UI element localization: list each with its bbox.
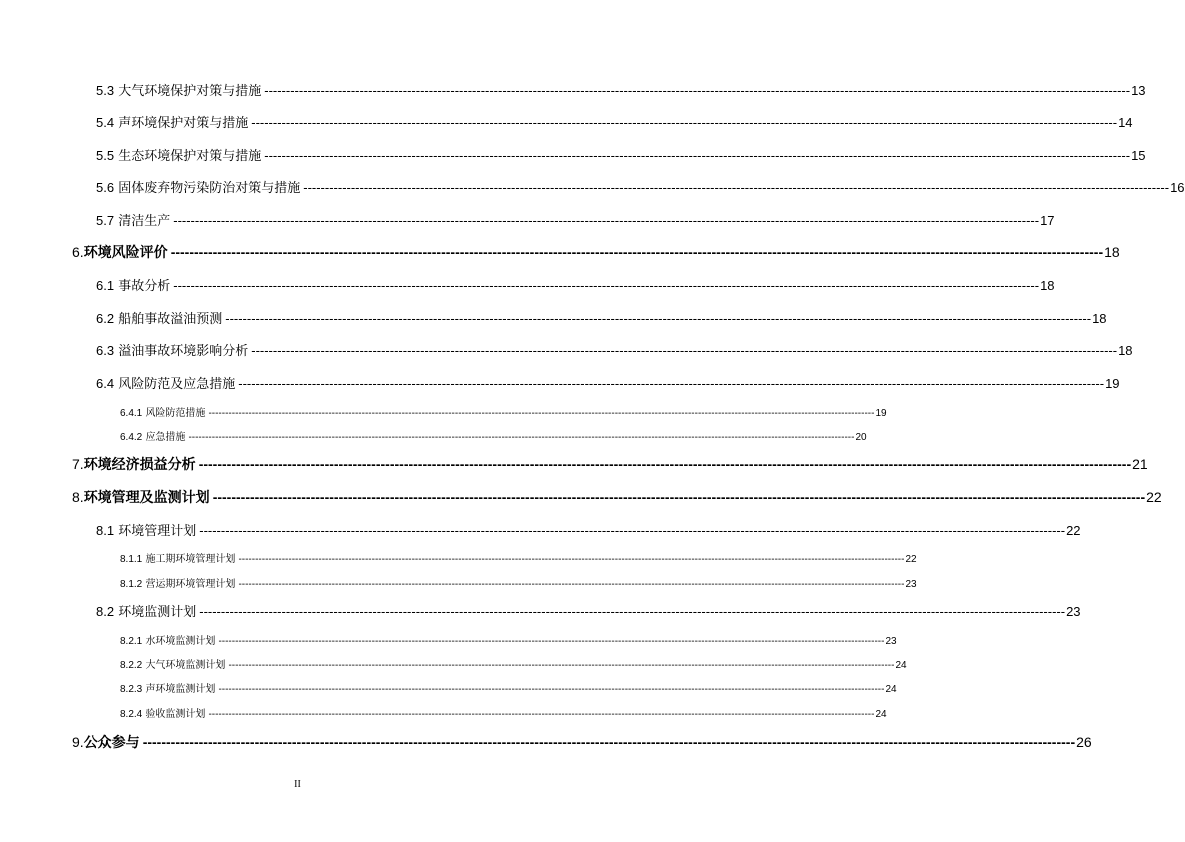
dot-leader: -------------------------------------------------------------------------------------------------------------------------------------------------------------------------------------------------------- — [228, 660, 895, 671]
dot-leader: -------------------------------------------------------------------------------------------------------------------------------------------------------------------------------------------------------- — [251, 343, 1118, 358]
toc-entry-label: 8.1 环境管理计划 — [96, 523, 197, 539]
toc-entry-label: 8.2.3 声环境监测计划 — [120, 684, 216, 695]
dot-leader: -------------------------------------------------------------------------------------------------------------------------------------------------------------------------------------------------------- — [173, 213, 1040, 228]
dot-leader: -------------------------------------------------------------------------------------------------------------------------------------------------------------------------------------------------------- — [264, 148, 1131, 163]
toc-entry-label: 6.1 事故分析 — [96, 278, 171, 294]
toc-page-number: 19 — [1105, 376, 1120, 391]
dot-leader: -------------------------------------------------------------------------------------------------------------------------------------------------------------------------------------------------------- — [212, 489, 1146, 505]
toc-entry[interactable] — [96, 520, 1081, 539]
toc-page-number: 14 — [1118, 115, 1133, 130]
toc-page-number: 18 — [1104, 244, 1120, 260]
toc-page-number: 15 — [1131, 148, 1146, 163]
toc-page-number: 23 — [885, 636, 897, 647]
toc-subentry[interactable] — [120, 404, 887, 419]
toc-entry-label: 5.6 固体废弃物污染防治对策与措施 — [96, 180, 301, 196]
toc-subentry[interactable] — [120, 705, 887, 720]
toc-subentry[interactable] — [120, 680, 897, 695]
dot-leader: -------------------------------------------------------------------------------------------------------------------------------------------------------------------------------------------------------- — [251, 115, 1118, 130]
toc-page-number: 13 — [1131, 83, 1146, 98]
toc-entry-label: 8.2.1 水环境监测计划 — [120, 636, 216, 647]
toc-page-number: 19 — [875, 408, 887, 419]
toc-entry[interactable] — [96, 275, 1055, 294]
dot-leader: -------------------------------------------------------------------------------------------------------------------------------------------------------------------------------------------------------- — [218, 636, 885, 647]
toc-page-number: 22 — [1066, 523, 1081, 538]
toc-entry-label: 6.3 溢油事故环境影响分析 — [96, 343, 249, 359]
dot-leader: -------------------------------------------------------------------------------------------------------------------------------------------------------------------------------------------------------- — [208, 709, 875, 720]
toc-entry[interactable] — [96, 112, 1133, 131]
toc-page-number: 24 — [895, 660, 907, 671]
toc-page-number: 22 — [905, 554, 917, 565]
toc-subentry[interactable] — [120, 575, 917, 590]
toc-entry[interactable] — [96, 601, 1081, 620]
toc-page-number: 23 — [1066, 604, 1081, 619]
dot-leader: -------------------------------------------------------------------------------------------------------------------------------------------------------------------------------------------------------- — [198, 456, 1132, 472]
toc-subentry[interactable] — [120, 656, 907, 671]
dot-leader: -------------------------------------------------------------------------------------------------------------------------------------------------------------------------------------------------------- — [188, 432, 855, 443]
toc-entry-label: 5.4 声环境保护对策与措施 — [96, 115, 249, 131]
toc-page-number: 24 — [885, 684, 897, 695]
toc-entry-label: 5.3 大气环境保护对策与措施 — [96, 83, 262, 99]
dot-leader: -------------------------------------------------------------------------------------------------------------------------------------------------------------------------------------------------------- — [238, 554, 905, 565]
dot-leader: -------------------------------------------------------------------------------------------------------------------------------------------------------------------------------------------------------- — [225, 311, 1092, 326]
toc-page-number: 24 — [875, 709, 887, 720]
dot-leader: -------------------------------------------------------------------------------------------------------------------------------------------------------------------------------------------------------- — [303, 180, 1170, 195]
dot-leader: -------------------------------------------------------------------------------------------------------------------------------------------------------------------------------------------------------- — [238, 376, 1105, 391]
page-footer-number: II — [294, 779, 301, 790]
toc-entry-label: 8.环境管理及监测计划 — [72, 489, 210, 506]
toc-chapter-entry[interactable] — [72, 487, 1162, 507]
toc-entry-label: 6.4 风险防范及应急措施 — [96, 376, 236, 392]
toc-entry-label: 5.5 生态环境保护对策与措施 — [96, 148, 262, 164]
toc-page-number: 21 — [1132, 456, 1148, 472]
dot-leader: -------------------------------------------------------------------------------------------------------------------------------------------------------------------------------------------------------- — [218, 684, 885, 695]
dot-leader: -------------------------------------------------------------------------------------------------------------------------------------------------------------------------------------------------------- — [173, 278, 1040, 293]
toc-entry-label: 6.2 船舶事故溢油预测 — [96, 311, 223, 327]
toc-page-number: 18 — [1118, 343, 1133, 358]
toc-page-number: 18 — [1092, 311, 1107, 326]
toc-entry-label: 8.2.4 验收监测计划 — [120, 709, 206, 720]
toc-entry-label: 9.公众参与 — [72, 734, 140, 751]
toc-subentry[interactable] — [120, 632, 897, 647]
dot-leader: -------------------------------------------------------------------------------------------------------------------------------------------------------------------------------------------------------- — [199, 604, 1066, 619]
dot-leader: -------------------------------------------------------------------------------------------------------------------------------------------------------------------------------------------------------- — [142, 734, 1076, 750]
dot-leader: -------------------------------------------------------------------------------------------------------------------------------------------------------------------------------------------------------- — [208, 408, 875, 419]
toc-entry[interactable] — [96, 210, 1055, 229]
dot-leader: -------------------------------------------------------------------------------------------------------------------------------------------------------------------------------------------------------- — [238, 579, 905, 590]
toc-entry-label: 8.1.2 营运期环境管理计划 — [120, 579, 236, 590]
toc-entry[interactable] — [96, 145, 1146, 164]
toc-entry-label: 6.4.2 应急措施 — [120, 432, 186, 443]
toc-entry-label: 6.4.1 风险防范措施 — [120, 408, 206, 419]
dot-leader: -------------------------------------------------------------------------------------------------------------------------------------------------------------------------------------------------------- — [199, 523, 1066, 538]
toc-entry[interactable] — [96, 373, 1120, 392]
toc-entry-label: 8.2 环境监测计划 — [96, 604, 197, 620]
toc-page-number: 26 — [1076, 734, 1092, 750]
toc-entry[interactable] — [96, 177, 1185, 196]
toc-entry-label: 6.环境风险评价 — [72, 244, 168, 261]
toc-page-number: 16 — [1170, 180, 1185, 195]
toc-entry[interactable] — [96, 308, 1107, 327]
toc-chapter-entry[interactable] — [72, 454, 1148, 474]
toc-entry-label: 8.2.2 大气环境监测计划 — [120, 660, 226, 671]
toc-page-number: 18 — [1040, 278, 1055, 293]
toc-page-number: 20 — [855, 432, 867, 443]
toc-entry-label: 8.1.1 施工期环境管理计划 — [120, 554, 236, 565]
dot-leader: -------------------------------------------------------------------------------------------------------------------------------------------------------------------------------------------------------- — [264, 83, 1131, 98]
toc-entry-label: 5.7 清洁生产 — [96, 213, 171, 229]
toc-entry[interactable] — [96, 80, 1146, 99]
toc-page-number: 17 — [1040, 213, 1055, 228]
toc-subentry[interactable] — [120, 550, 917, 565]
toc-page-number: 22 — [1146, 489, 1162, 505]
toc-entry-label: 7.环境经济损益分析 — [72, 456, 196, 473]
dot-leader: -------------------------------------------------------------------------------------------------------------------------------------------------------------------------------------------------------- — [170, 244, 1104, 260]
toc-page-number: 23 — [905, 579, 917, 590]
toc-chapter-entry[interactable] — [72, 732, 1092, 752]
toc-subentry[interactable] — [120, 428, 867, 443]
toc-chapter-entry[interactable] — [72, 242, 1120, 262]
toc-entry[interactable] — [96, 340, 1133, 359]
